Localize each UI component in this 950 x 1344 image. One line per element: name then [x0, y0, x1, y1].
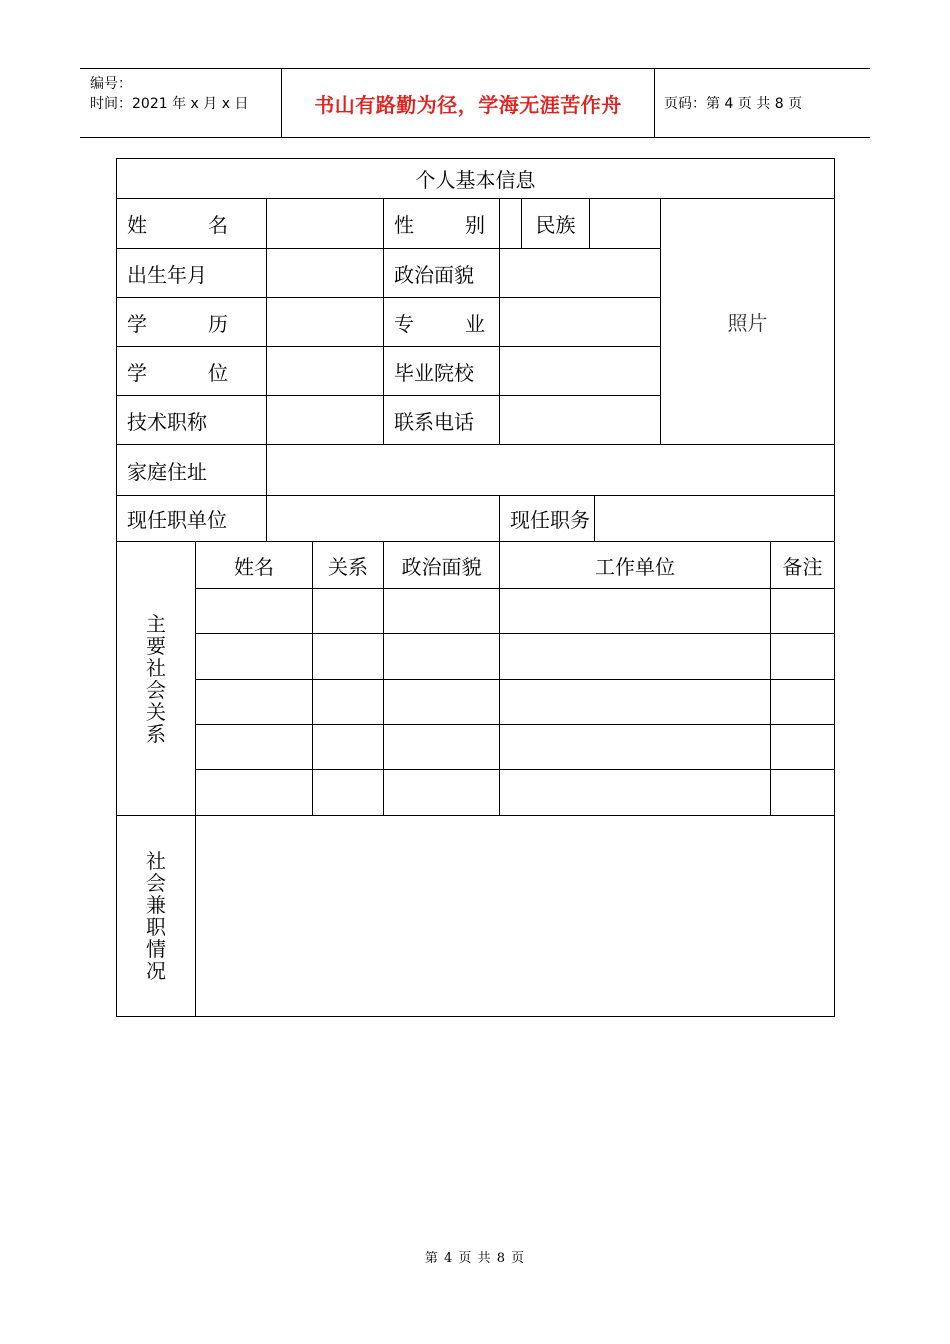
relation-type-cell[interactable] — [313, 679, 384, 724]
position-label: 现任职务 — [500, 496, 595, 542]
relation-name-cell[interactable] — [196, 679, 313, 724]
ethnicity-label: 民族 — [522, 199, 590, 249]
gender-field[interactable] — [500, 199, 522, 249]
relation-political-cell[interactable] — [384, 769, 500, 815]
col-header-name: 姓名 — [196, 542, 313, 589]
relation-political-cell[interactable] — [384, 679, 500, 724]
political-field[interactable] — [500, 249, 661, 298]
header-page-code — [654, 69, 870, 137]
page-header — [80, 68, 870, 138]
table-row — [117, 634, 835, 679]
education-label: 学 历 — [117, 298, 267, 347]
education-field[interactable] — [267, 298, 384, 347]
birth-label: 出生年月 — [117, 249, 267, 298]
relation-remark-cell[interactable] — [771, 724, 835, 769]
tech-title-label: 技术职称 — [117, 396, 267, 445]
relation-remark-cell[interactable] — [771, 634, 835, 679]
address-field[interactable] — [267, 445, 835, 496]
major-field[interactable] — [500, 298, 661, 347]
page-code-text: 页码：第 4 页 共 8 页 — [664, 96, 803, 112]
document-number-label: 编号： — [90, 76, 132, 92]
col-header-relation: 关系 — [313, 542, 384, 589]
political-label: 政治面貌 — [384, 249, 500, 298]
relation-type-cell[interactable] — [313, 769, 384, 815]
relation-political-cell[interactable] — [384, 589, 500, 634]
gender-label: 性 别 — [384, 199, 500, 249]
tech-title-field[interactable] — [267, 396, 384, 445]
col-header-workplace: 工作单位 — [500, 542, 771, 589]
part-time-label: 社 会 兼 职 情 况 — [117, 815, 196, 1016]
major-label: 专 业 — [384, 298, 500, 347]
ethnicity-field[interactable] — [590, 199, 661, 249]
part-time-field[interactable] — [196, 815, 835, 1016]
relation-political-cell[interactable] — [384, 724, 500, 769]
relation-name-cell[interactable] — [196, 769, 313, 815]
relation-political-cell[interactable] — [384, 634, 500, 679]
header-meta — [80, 69, 281, 137]
social-relations-label: 主 要 社 会 关 系 — [117, 542, 196, 815]
employer-field[interactable] — [267, 496, 500, 542]
relation-workplace-cell[interactable] — [500, 679, 771, 724]
document-time-label: 时间：2021 年 x 月 x 日 — [90, 96, 249, 112]
position-field[interactable] — [595, 496, 835, 542]
name-field[interactable] — [267, 199, 384, 249]
phone-label: 联系电话 — [384, 396, 500, 445]
birth-field[interactable] — [267, 249, 384, 298]
form-title: 个人基本信息 — [117, 159, 835, 199]
relation-remark-cell[interactable] — [771, 679, 835, 724]
relation-type-cell[interactable] — [313, 724, 384, 769]
school-label: 毕业院校 — [384, 347, 500, 396]
table-row — [117, 679, 835, 724]
relation-workplace-cell[interactable] — [500, 724, 771, 769]
address-label: 家庭住址 — [117, 445, 267, 496]
relation-workplace-cell[interactable] — [500, 769, 771, 815]
relation-type-cell[interactable] — [313, 589, 384, 634]
relation-workplace-cell[interactable] — [500, 589, 771, 634]
relation-name-cell[interactable] — [196, 724, 313, 769]
degree-field[interactable] — [267, 347, 384, 396]
col-header-political: 政治面貌 — [384, 542, 500, 589]
degree-label: 学 位 — [117, 347, 267, 396]
relation-type-cell[interactable] — [313, 634, 384, 679]
school-field[interactable] — [500, 347, 661, 396]
col-header-remark: 备注 — [771, 542, 835, 589]
relation-remark-cell[interactable] — [771, 589, 835, 634]
personal-info-form — [116, 158, 835, 1017]
page-footer: 第 4 页 共 8 页 — [424, 1251, 526, 1266]
header-motto: 书山有路勤为径，学海无涯苦作舟 — [281, 69, 655, 137]
relation-remark-cell[interactable] — [771, 769, 835, 815]
relation-name-cell[interactable] — [196, 589, 313, 634]
name-label: 姓 名 — [117, 199, 267, 249]
phone-field[interactable] — [500, 396, 661, 445]
employer-label: 现任职单位 — [117, 496, 267, 542]
table-row — [117, 589, 835, 634]
relation-name-cell[interactable] — [196, 634, 313, 679]
table-row — [117, 769, 835, 815]
photo-placeholder[interactable]: 照片 — [661, 199, 835, 445]
table-row — [117, 724, 835, 769]
relation-workplace-cell[interactable] — [500, 634, 771, 679]
